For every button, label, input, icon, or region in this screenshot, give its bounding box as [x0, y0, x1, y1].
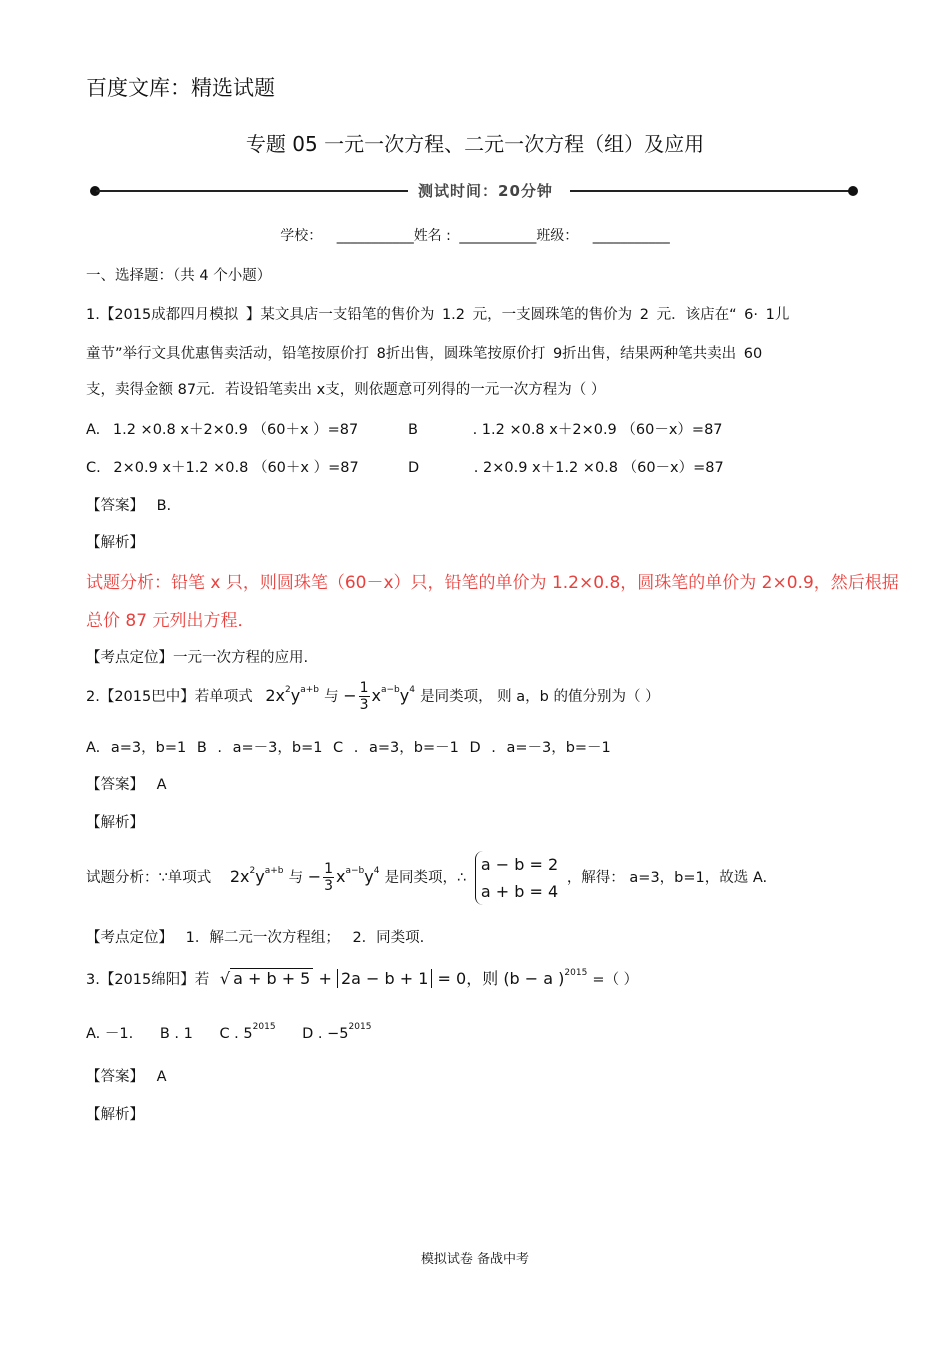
q2-with: 与: [324, 689, 339, 705]
school-label: 学校：: [280, 228, 323, 244]
q1-text-line2: 童节”举行文具优惠售卖活动，铅笔按原价打 8折出售，圆珠笔按原价打 9折出售，结果两种笔共卖出 60: [86, 346, 763, 362]
q1-option-d: [408, 456, 724, 477]
q2-sol-mono2-yexp: 4: [373, 866, 380, 876]
q2-sol-with: 与: [288, 870, 304, 886]
q1-option-b-text: . 1.2 ×0.8 x＋2×0.9 （60－x）=87: [472, 422, 723, 438]
q2-mono1-xexp: 2: [285, 685, 291, 695]
q3-plus: +: [318, 969, 332, 988]
q1-analysis-label: 【解析】: [86, 535, 144, 551]
q3-answer-label: 【答案】: [86, 1069, 144, 1085]
q1-analysis-line2: 总价 87 元列出方程．: [86, 611, 255, 631]
q3-options: [86, 1022, 371, 1043]
q2-mono1-y: y: [290, 686, 301, 705]
q2-sol-prefix: 试题分析：∵单项式: [86, 870, 212, 886]
q3-option-c-base: C . 5: [219, 1026, 253, 1042]
q3-base: (b − a ): [503, 969, 565, 988]
q3-option-c: [219, 1022, 276, 1042]
q2-mono1-yexp: a+b: [300, 685, 319, 695]
q2-question: [86, 680, 660, 713]
q2-sol-suffix: ，解得： a=3，b=1，故选 A.: [566, 870, 768, 886]
q2-prefix: 2.【2015巴中】若单项式: [86, 689, 253, 705]
q1-option-a-label: A.: [86, 422, 101, 438]
q1-knowledge-point: 【考点定位】一元一次方程的应用.: [86, 650, 309, 666]
rule-left-line: [96, 190, 408, 192]
q2-sol-monomial-2: [307, 861, 385, 894]
document-header: 百度文库：精选试题: [86, 76, 275, 100]
q2-sol-frac-num: 1: [324, 861, 334, 877]
q3-option-d-exp: 2015: [348, 1022, 372, 1032]
q2-equation-system: [475, 851, 558, 905]
q2-sol-mono2-y: y: [364, 867, 374, 886]
q2-sol-frac-den: 3: [324, 878, 334, 894]
q1-option-d-label: D: [408, 460, 420, 476]
q2-sol-mono1-yexp: a+b: [264, 866, 284, 876]
q1-option-c-label: C.: [86, 460, 101, 476]
q3-sqrt-expr: a + b + 5: [230, 968, 313, 988]
q2-mono2-xexp: a−b: [381, 685, 400, 695]
q1-option-c-text: 2×0.9 x＋1.2 ×0.8 （60＋x ）=87: [113, 460, 359, 476]
q3-option-d: [302, 1022, 372, 1042]
class-blank: ___________: [592, 228, 670, 244]
q2-sol-mono1-y: y: [255, 867, 265, 886]
q2-monomial-1: [265, 686, 324, 705]
q2-mono2-y: y: [399, 686, 410, 705]
q2-sol-mono2-xexp: a−b: [345, 866, 365, 876]
q2-suffix: 是同类项， 则 a，b 的值分别为（ ）: [420, 689, 660, 705]
q1-answer-label: 【答案】: [86, 498, 144, 514]
q1-answer-value: B.: [156, 498, 172, 514]
q1-text-line1: 1.【2015成都四月模拟 】某文具店一支铅笔的售价为 1.2 元，一支圆珠笔的售价为 2 元．该店在“ 6· 1儿: [86, 307, 790, 323]
q2-answer-value: A: [156, 777, 167, 793]
name-blank: ___________: [459, 228, 537, 244]
q3-analysis-label: 【解析】: [86, 1107, 144, 1123]
q2-monomial-2: [343, 680, 420, 713]
q1-option-c: [86, 456, 359, 477]
q2-analysis-label: 【解析】: [86, 815, 144, 831]
q2-answer-label: 【答案】: [86, 777, 144, 793]
section-heading: 一、选择题：（共 4 个小题）: [86, 268, 272, 284]
q2-mono2-x: x: [371, 686, 381, 705]
q3-option-b: B . 1: [159, 1026, 193, 1042]
sqrt-sign-icon: √: [219, 969, 231, 988]
q2-neg-sign: −: [343, 686, 357, 705]
name-label: 姓名 :: [413, 228, 451, 244]
rule-right-dot: [848, 186, 858, 196]
q1-text-line3: 支，卖得金额 87元．若设铅笔卖出 x支，则依题意可列得的一元一次方程为（ ）: [86, 382, 606, 398]
q2-frac-num: 1: [359, 680, 369, 696]
q3-tail: =（ ）: [592, 972, 639, 988]
q2-system-eq2: a + b = 4: [480, 882, 559, 901]
q2-answer: [86, 773, 167, 794]
q1-option-a: [86, 418, 358, 439]
q2-sol-mono1-coef: 2x: [229, 867, 250, 886]
q2-solution: [86, 851, 767, 905]
q2-sol-mono1-xexp: 2: [249, 866, 256, 876]
q3-abs-expr: 2a − b + 1: [337, 969, 432, 988]
q2-system-eq1: a − b = 2: [480, 855, 559, 874]
q2-knowledge-point: 【考点定位】 1．解二元一次方程组； 2．同类项.: [86, 930, 425, 946]
q3-expression: [220, 969, 593, 988]
q1-analysis-line1: 试题分析：铅笔 x 只，则圆珠笔（60－x）只，铅笔的单价为 1.2×0.8，圆珠笔的单价为 2×0.9，然后根据: [86, 573, 899, 593]
class-label: 班级：: [536, 228, 579, 244]
q3-option-a: A. －1.: [86, 1026, 134, 1042]
q2-frac-den: 3: [359, 697, 369, 713]
test-time-rule: [90, 180, 860, 202]
q3-option-c-exp: 2015: [252, 1022, 276, 1032]
q1-option-d-text: . 2×0.9 x＋1.2 ×0.8 （60－x）=87: [473, 460, 724, 476]
school-blank: ___________: [336, 228, 414, 244]
q2-sol-fraction: [323, 861, 334, 894]
q1-option-a-text: 1.2 ×0.8 x＋2×0.9 （60＋x ）=87: [112, 422, 359, 438]
q2-mono2-yexp: 4: [409, 685, 415, 695]
test-time-label: 测试时间：20分钟: [418, 182, 553, 200]
q3-option-d-base: D . −5: [302, 1026, 349, 1042]
rule-right-line: [570, 190, 854, 192]
q2-sol-mid: 是同类项，∴: [384, 870, 467, 886]
q1-option-b-label: B: [408, 422, 418, 438]
q1-option-b: [408, 418, 723, 439]
q2-fraction: [359, 680, 370, 713]
page-footer: 模拟试卷 备战中考: [420, 1252, 530, 1267]
q2-sol-neg: −: [307, 867, 322, 886]
q2-mono1-coef: 2x: [265, 686, 286, 705]
q2-options: A. a=3，b=1 B . a=－3，b=1 C . a=3，b=－1 D . a=－3，b=－1: [86, 740, 611, 756]
q2-sol-monomial-1: [230, 867, 289, 886]
q3-exp: 2015: [564, 968, 588, 978]
q3-answer: [86, 1065, 167, 1086]
q3-answer-value: A: [156, 1069, 167, 1085]
student-info: [0, 225, 950, 245]
q3-eq0: = 0，则: [437, 969, 499, 988]
page-title: 专题 05 一元一次方程、二元一次方程（组）及应用: [245, 132, 705, 156]
q3-question: [86, 966, 638, 989]
q1-answer: [86, 494, 171, 515]
q2-sol-mono2-x: x: [336, 867, 346, 886]
q3-prefix: 3.【2015绵阳】若: [86, 972, 210, 988]
